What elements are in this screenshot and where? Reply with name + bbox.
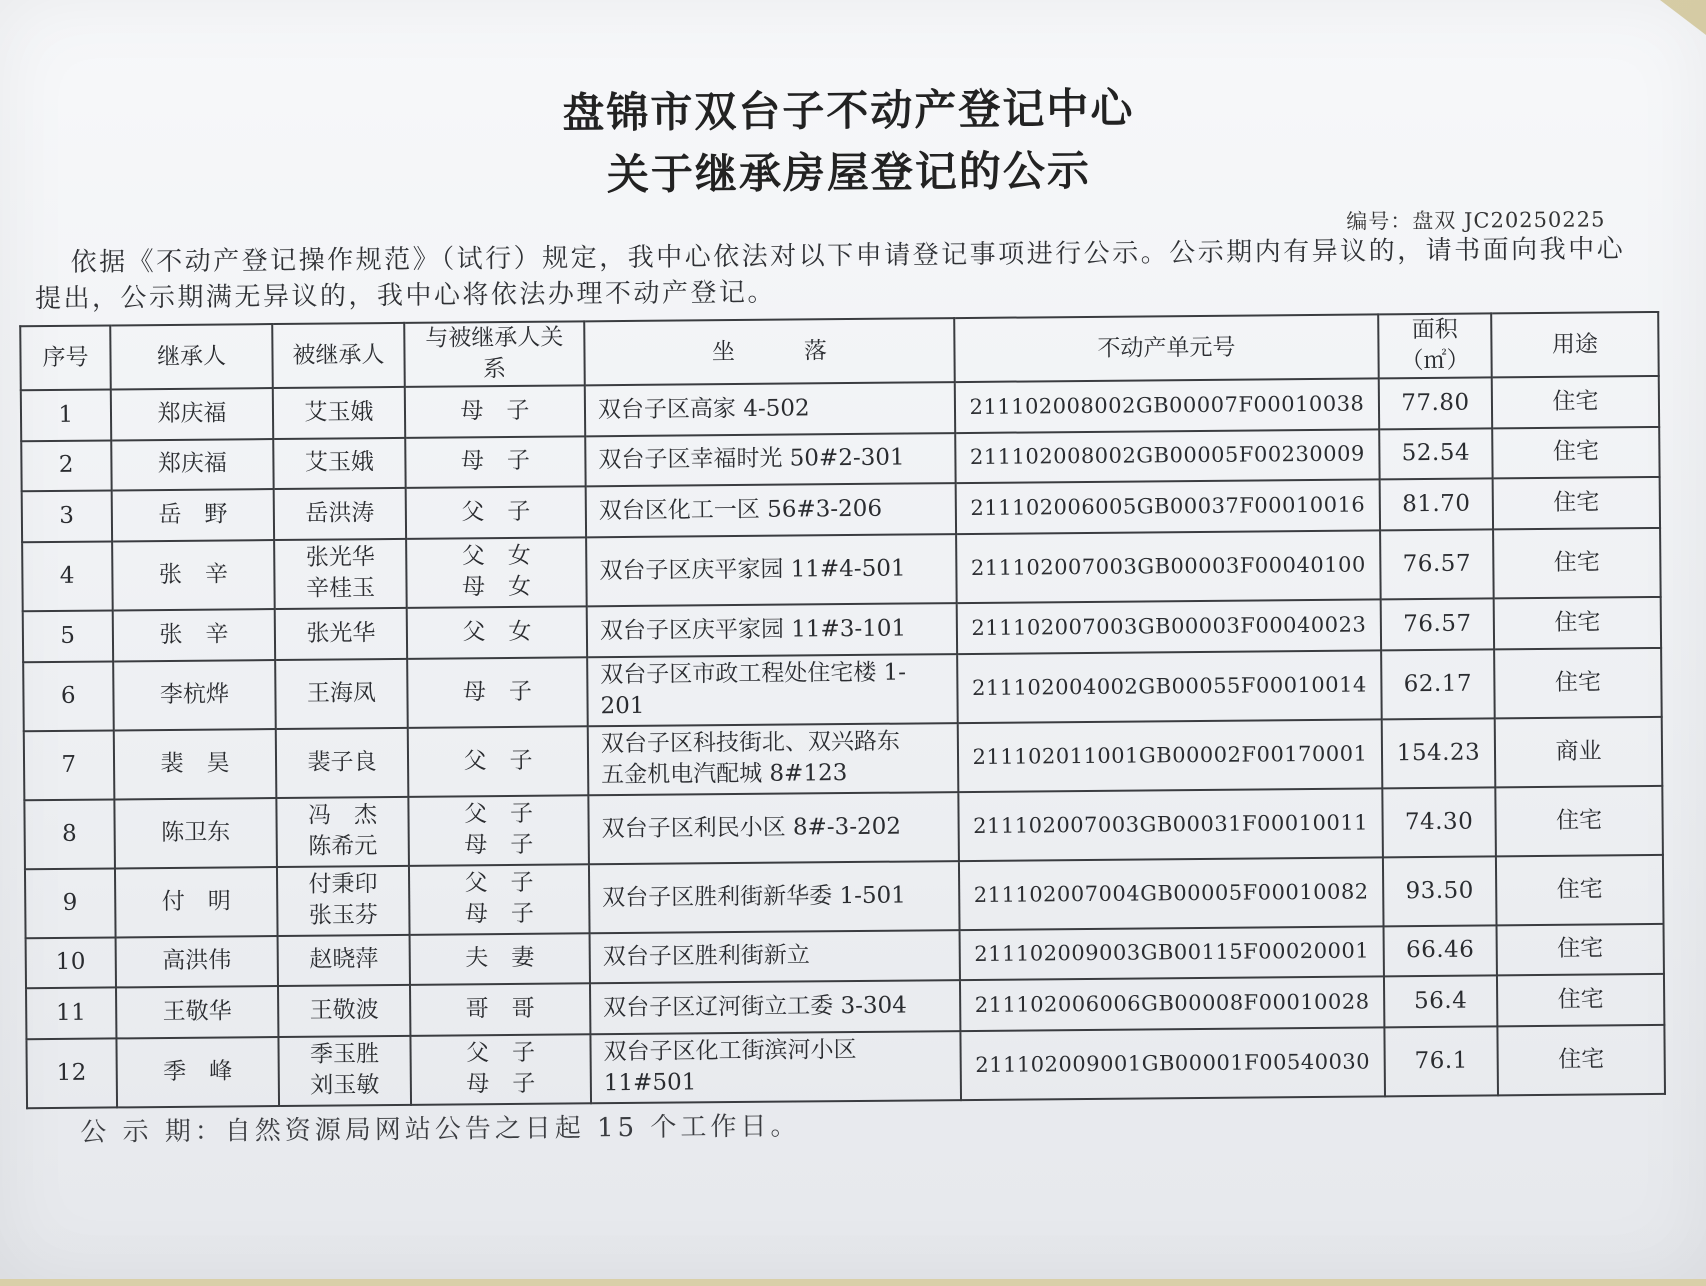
cell-location-line-1: 双台子区庆平家园 11#3-101 xyxy=(599,615,907,644)
cell-decedent xyxy=(274,488,406,540)
cell-decedent-line-1: 季玉胜 xyxy=(309,1041,380,1069)
cell-unit-no: 211102008002GB00005F00230009 xyxy=(955,429,1379,483)
cell-heir: 高洪伟 xyxy=(116,936,278,988)
cell-usage: 住宅 xyxy=(1494,648,1662,718)
notice-period: 公 示 期：自然资源局网站公告之日起 15 个工作日。 xyxy=(80,1111,801,1148)
cell-decedent-line-1: 艾玉娥 xyxy=(304,449,375,477)
cell-seq: 5 xyxy=(23,610,113,661)
cell-unit-no: 211102004002GB00055F00010014 xyxy=(957,650,1382,723)
cell-location xyxy=(586,483,956,537)
cell-relation xyxy=(409,864,590,935)
cell-location xyxy=(585,433,955,487)
cell-usage: 住宅 xyxy=(1496,855,1664,925)
cell-location-line-1: 双台子区市政工程处住宅楼 1- xyxy=(600,659,907,689)
title-line-1: 盘锦市双台子不动产登记中心 xyxy=(562,83,1135,138)
cell-decedent-line-2: 辛桂玉 xyxy=(305,575,376,603)
cell-unit-no: 211102009001GB00001F00540030 xyxy=(960,1027,1385,1100)
cell-location-line-2: 11#501 xyxy=(603,1069,697,1097)
cell-seq: 6 xyxy=(23,661,114,731)
cell-decedent-line-1: 王敬波 xyxy=(309,997,379,1024)
cell-unit-no: 211102009003GB00115F00020001 xyxy=(960,926,1384,980)
cell-relation-line-1: 父 子 xyxy=(463,747,533,774)
cell-usage: 住宅 xyxy=(1497,1025,1665,1096)
header-unit-no: 不动产单元号 xyxy=(954,314,1379,382)
header-seq: 序号 xyxy=(20,325,111,390)
cell-relation-line-1: 哥 哥 xyxy=(465,995,535,1023)
header-relation xyxy=(404,321,585,387)
cell-location-line-1: 双台子区幸福时光 50#2-301 xyxy=(598,445,905,474)
cell-usage: 住宅 xyxy=(1492,427,1659,479)
cell-heir: 郑庆福 xyxy=(111,439,273,491)
cell-decedent xyxy=(278,1036,411,1106)
cell-heir: 季 峰 xyxy=(116,1037,279,1108)
cell-area: 93.50 xyxy=(1383,856,1497,926)
cell-decedent-line-2: 刘玉敏 xyxy=(310,1072,380,1100)
cell-location-line-1: 双台子区高家 4-502 xyxy=(597,395,810,424)
cell-location-line-1: 双台子区胜利街新华委 1-501 xyxy=(602,882,906,911)
cell-seq: 7 xyxy=(24,730,115,800)
cell-usage: 住宅 xyxy=(1495,786,1663,856)
cell-heir: 岳 野 xyxy=(112,489,274,541)
cell-decedent xyxy=(276,727,409,797)
cell-area: 62.17 xyxy=(1381,649,1495,719)
registration-table xyxy=(19,311,1666,1109)
cell-decedent xyxy=(277,865,410,935)
cell-relation xyxy=(405,436,585,488)
cell-location xyxy=(590,1031,961,1103)
cell-location xyxy=(590,980,960,1034)
cell-relation-line-1: 母 子 xyxy=(460,448,531,475)
cell-relation xyxy=(407,657,588,728)
cell-usage: 住宅 xyxy=(1493,477,1660,529)
cell-heir: 郑庆福 xyxy=(111,388,273,440)
header-relation-line-2: 系 xyxy=(483,356,507,383)
cell-relation-line-2: 母 子 xyxy=(464,831,534,859)
cell-heir: 王敬华 xyxy=(116,986,278,1038)
cell-relation xyxy=(410,933,590,985)
cell-relation-line-1: 夫 妻 xyxy=(465,945,535,972)
cell-relation xyxy=(406,537,587,608)
cell-relation xyxy=(410,1034,591,1105)
document-number: 编号：盘双 JC20250225 xyxy=(1346,207,1606,234)
cell-unit-no: 211102007003GB00003F00040100 xyxy=(956,530,1381,603)
cell-location xyxy=(587,654,958,726)
cell-area: 56.4 xyxy=(1384,976,1497,1028)
cell-location xyxy=(588,792,959,864)
cell-area: 76.1 xyxy=(1384,1026,1498,1096)
cell-location xyxy=(590,930,960,984)
cell-heir: 付 明 xyxy=(115,867,278,937)
table-row xyxy=(26,1025,1665,1108)
cell-area: 76.57 xyxy=(1380,529,1494,599)
cell-area: 52.54 xyxy=(1379,428,1492,480)
cell-usage: 住宅 xyxy=(1493,528,1661,598)
cell-seq: 10 xyxy=(26,937,116,988)
cell-unit-no: 211102007003GB00031F00010011 xyxy=(958,788,1383,861)
cell-area: 76.57 xyxy=(1381,598,1494,650)
cell-decedent xyxy=(278,934,410,986)
cell-unit-no: 211102007004GB00005F00010082 xyxy=(959,857,1384,930)
cell-relation xyxy=(405,385,585,437)
cell-decedent xyxy=(278,985,410,1037)
cell-decedent xyxy=(275,608,407,660)
cell-location-line-1: 双台子区科技街北、双兴路东 xyxy=(600,728,901,758)
cell-unit-no: 211102008002GB00007F00010038 xyxy=(955,378,1379,432)
cell-area: 77.80 xyxy=(1379,377,1492,429)
cell-decedent xyxy=(275,659,408,729)
header-heir: 继承人 xyxy=(110,324,273,389)
cell-location-line-1: 双台子区辽河街立工委 3-304 xyxy=(603,992,907,1022)
cell-usage: 住宅 xyxy=(1497,923,1664,975)
cell-relation-line-1: 父 子 xyxy=(463,800,534,828)
cell-relation-line-1: 父 子 xyxy=(464,869,534,897)
cell-decedent-line-1: 付秉印 xyxy=(308,871,378,898)
cell-heir: 裴 昊 xyxy=(114,729,277,799)
cell-location xyxy=(588,723,959,795)
header-usage: 用途 xyxy=(1491,312,1659,377)
cell-heir: 陈卫东 xyxy=(114,798,277,868)
cell-relation-line-1: 父 子 xyxy=(465,1040,536,1067)
cell-location xyxy=(585,382,955,436)
cell-decedent-line-2: 陈希元 xyxy=(308,833,378,860)
cell-relation xyxy=(407,606,587,658)
cell-seq: 1 xyxy=(21,389,111,440)
header-area xyxy=(1378,313,1492,378)
cell-location-line-1: 双台子区利民小区 8#-3-202 xyxy=(601,813,902,842)
cell-area: 81.70 xyxy=(1380,479,1493,531)
cell-seq: 2 xyxy=(21,440,111,491)
cell-location-line-2: 五金机电汽配城 8#123 xyxy=(601,760,848,789)
cell-decedent-line-1: 王海凤 xyxy=(306,679,377,707)
cell-relation xyxy=(408,726,589,797)
cell-unit-no: 211102006005GB00037F00010016 xyxy=(956,480,1380,534)
cell-decedent-line-1: 岳洪涛 xyxy=(305,500,375,527)
cell-location xyxy=(587,603,957,657)
cell-decedent xyxy=(273,387,405,439)
cell-location-line-1: 双台子区庆平家园 11#4-501 xyxy=(599,555,906,585)
cell-decedent-line-1: 张光华 xyxy=(306,619,376,647)
header-location: 坐 落 xyxy=(584,318,955,385)
cell-decedent-line-1: 赵晓萍 xyxy=(309,946,379,974)
title-line-2: 关于继承房屋登记的公示 xyxy=(606,145,1092,200)
cell-decedent xyxy=(276,796,409,866)
cell-unit-no: 211102006006GB00008F00010028 xyxy=(960,977,1384,1031)
cell-seq: 8 xyxy=(24,799,115,869)
cell-usage: 住宅 xyxy=(1497,974,1664,1026)
cell-seq: 4 xyxy=(22,541,113,611)
cell-location-line-2: 201 xyxy=(600,692,645,720)
cell-seq: 3 xyxy=(22,491,112,542)
cell-area: 154.23 xyxy=(1382,718,1496,788)
cell-decedent-line-1: 艾玉娥 xyxy=(304,399,374,426)
cell-heir: 张 辛 xyxy=(113,609,275,661)
cell-location xyxy=(589,861,960,933)
cell-decedent-line-2: 张玉芬 xyxy=(308,902,378,929)
cell-location xyxy=(586,534,957,606)
header-area-line-1: 面积 xyxy=(1411,316,1458,344)
header-decedent: 被继承人 xyxy=(272,323,405,388)
cell-unit-no: 211102007003GB00003F00040023 xyxy=(957,599,1381,653)
cell-decedent-line-1: 冯 杰 xyxy=(307,802,378,829)
cell-relation-line-2: 母 女 xyxy=(461,574,532,601)
cell-seq: 11 xyxy=(26,988,116,1039)
cell-heir: 张 辛 xyxy=(112,540,275,610)
header-area-line-2: （㎡） xyxy=(1400,347,1470,375)
cell-relation-line-1: 父 子 xyxy=(461,498,531,526)
cell-relation-line-1: 母 子 xyxy=(462,678,533,705)
cell-relation-line-1: 父 女 xyxy=(462,618,532,646)
cell-relation-line-1: 母 子 xyxy=(460,397,530,425)
cell-seq: 9 xyxy=(25,868,116,938)
cell-seq: 12 xyxy=(26,1038,117,1108)
cell-usage: 住宅 xyxy=(1494,597,1661,649)
cell-location-line-1: 双台子区化工街滨河小区 xyxy=(603,1037,857,1066)
cell-unit-no: 211102011001GB00002F00170001 xyxy=(958,719,1383,792)
intro-paragraph: 依据《不动产登记操作规范》（试行）规定，我中心依法对以下申请登记事项进行公示。公示期内有异议的，请书面向我中心提出，公示期满无异议的，我中心将依法办理不动产登记。 xyxy=(34,234,1626,315)
cell-relation-line-2: 母 子 xyxy=(466,1071,536,1098)
cell-location-line-1: 双台区化工一区 56#3-206 xyxy=(598,495,883,525)
cell-heir: 李杭烨 xyxy=(113,660,276,730)
cell-usage: 商业 xyxy=(1495,717,1663,787)
cell-decedent-line-1: 裴子良 xyxy=(307,748,377,776)
cell-relation xyxy=(408,795,589,866)
header-relation-line-1: 与被继承人关 xyxy=(425,324,564,352)
cell-relation xyxy=(406,487,586,539)
cell-area: 74.30 xyxy=(1382,787,1496,857)
cell-decedent-line-1: 张光华 xyxy=(305,544,375,572)
table-body xyxy=(21,376,1665,1108)
cell-relation xyxy=(410,984,590,1036)
cell-relation-line-1: 父 女 xyxy=(461,543,531,570)
cell-relation-line-2: 母 子 xyxy=(464,900,534,928)
cell-area: 66.46 xyxy=(1384,925,1497,977)
cell-decedent xyxy=(274,539,407,609)
cell-location-line-1: 双台子区胜利街新立 xyxy=(602,942,810,971)
cell-decedent xyxy=(273,438,405,490)
cell-usage: 住宅 xyxy=(1492,376,1659,428)
